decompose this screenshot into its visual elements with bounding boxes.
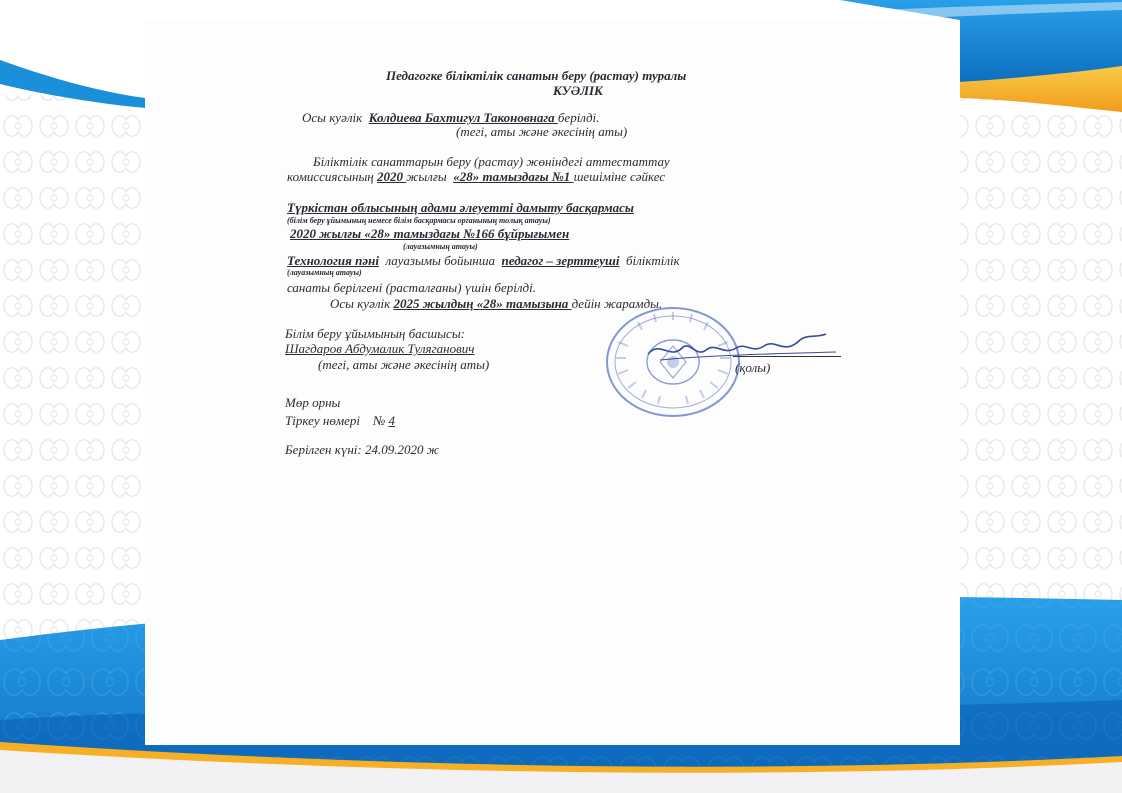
recipient-caption: (тегі, аты және әкесінің аты) [456,124,628,139]
position-text: лауазымы бойынша [385,253,496,268]
department-caption: (білім беру ұйымының немесе білім басқармасы органының толық атауы) [287,216,551,225]
commission-line: Біліктілік санаттарын беру (растау) жөніндегі аттестаттау [313,154,670,169]
recipient-name: Колдиева Бахтигул Таконовнага [368,110,558,125]
position-name: Технология пәні [287,253,379,268]
category-name: педагог – зерттеуші [501,253,620,268]
department-name: Түркістан облысының адами әлеуетті дамыту басқармасы [287,200,634,215]
issued-suffix: берілді. [557,110,600,125]
head-name: Шагдаров Абдумалик Туляганович [285,341,475,356]
seal-label: Мөр орны [285,395,341,410]
registration-no-sign: № [373,413,386,428]
commission-decision-line [287,169,665,184]
commission-prefix: комиссиясының [287,169,374,184]
head-label: Білім беру ұйымының басшысы: [285,326,465,341]
registration-number: 4 [388,413,396,428]
issued-line [302,110,599,125]
order-line: 2020 жылғы «28» тамыздағы №166 бұйрығымен [290,226,570,241]
granted-line: санаты берілгені (расталғаны) үшін берілді. [287,280,536,295]
order-caption: (лауазымның атауы) [403,242,478,251]
category-suffix: біліктілік [625,253,680,268]
position-line [287,253,680,268]
commission-suffix: шешіміне сәйкес [573,169,666,184]
certificate-heading: КУӘЛІК [553,83,603,98]
valid-date: 2025 жылдың «28» тамызына [393,296,572,311]
signature-caption: (қолы) [735,360,771,375]
commission-decision: «28» тамыздағы №1 [453,169,574,184]
position-caption: (лауазымның атауы) [287,268,362,277]
commission-year-word: жылғы [406,169,447,184]
head-caption: (тегі, аты және әкесінің аты) [318,357,490,372]
valid-prefix: Осы куәлік [330,296,391,311]
registration-line [285,413,395,428]
certificate-title: Педагогке біліктілік санатын беру (растау) туралы [386,68,687,83]
commission-year: 2020 [377,169,407,184]
valid-suffix: дейін жарамды. [571,296,663,311]
issued-prefix: Осы куәлік [302,110,363,125]
issued-date: Берілген күні: 24.09.2020 ж [285,442,439,457]
registration-label: Тіркеу нөмері [285,413,361,428]
signature-line [733,356,841,357]
